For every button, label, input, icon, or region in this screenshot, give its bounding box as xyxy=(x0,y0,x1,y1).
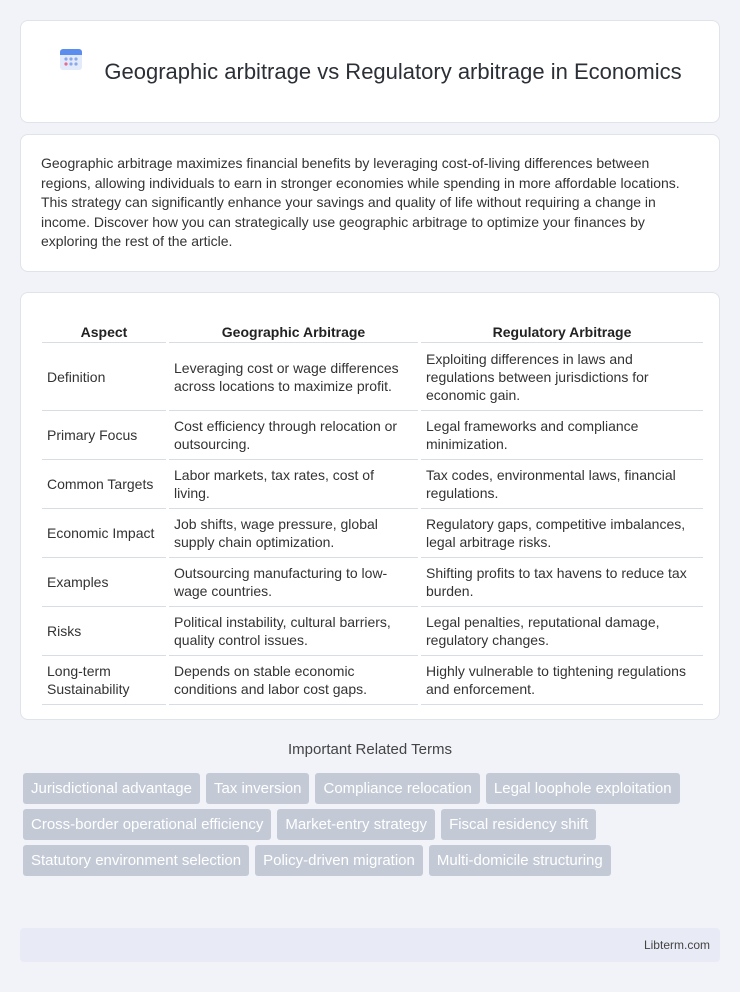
footer xyxy=(20,928,720,962)
tag-compliance-relocation[interactable]: Compliance relocation xyxy=(315,773,479,804)
comparison-table-card xyxy=(20,292,720,720)
tag-statutory-environment-selection[interactable]: Statutory environment selection xyxy=(23,845,249,876)
table-row xyxy=(42,343,703,411)
cell-geographic: Leveraging cost or wage differences across locations to maximize profit. xyxy=(169,343,418,411)
cell-regulatory: Tax codes, environmental laws, financial regulations. xyxy=(421,460,703,509)
cell-regulatory: Legal frameworks and compliance minimization. xyxy=(421,411,703,460)
tag-market-entry-strategy[interactable]: Market-entry strategy xyxy=(277,809,435,840)
tag-policy-driven-migration[interactable]: Policy-driven migration xyxy=(255,845,423,876)
footer-site-link[interactable]: Libterm.com xyxy=(643,938,710,952)
page-title: Geographic arbitrage vs Regulatory arbitrage in Economics xyxy=(104,59,682,84)
tag-tax-inversion[interactable]: Tax inversion xyxy=(206,773,310,804)
cell-aspect: Definition xyxy=(42,343,166,411)
table-row xyxy=(42,656,703,705)
table-row xyxy=(42,509,703,558)
cell-aspect: Primary Focus xyxy=(42,411,166,460)
tag-cross-border-operational-efficiency[interactable]: Cross-border operational efficiency xyxy=(23,809,271,840)
cell-geographic: Job shifts, wage pressure, global supply chain optimization. xyxy=(169,509,418,558)
cell-regulatory: Shifting profits to tax havens to reduce tax burden. xyxy=(421,558,703,607)
cell-regulatory: Regulatory gaps, competitive imbalances, legal arbitrage risks. xyxy=(421,509,703,558)
table-row xyxy=(42,558,703,607)
title-wrap xyxy=(21,21,719,122)
tag-jurisdictional-advantage[interactable]: Jurisdictional advantage xyxy=(23,773,200,804)
table-row xyxy=(42,411,703,460)
calendar-grid-icon xyxy=(58,46,84,72)
header-geographic-arbitrage: Geographic Arbitrage xyxy=(169,313,418,343)
cell-geographic: Cost efficiency through relocation or outsourcing. xyxy=(169,411,418,460)
cell-aspect: Common Targets xyxy=(42,460,166,509)
cell-geographic: Political instability, cultural barriers, quality control issues. xyxy=(169,607,418,656)
table-row xyxy=(42,460,703,509)
intro-card xyxy=(20,134,720,272)
tag-multi-domicile-structuring[interactable]: Multi-domicile structuring xyxy=(429,845,611,876)
cell-geographic: Depends on stable economic conditions and labor cost gaps. xyxy=(169,656,418,705)
cell-aspect: Risks xyxy=(42,607,166,656)
table-header-row xyxy=(42,313,703,343)
title-card xyxy=(20,20,720,123)
cell-aspect: Economic Impact xyxy=(42,509,166,558)
cell-aspect: Examples xyxy=(42,558,166,607)
cell-regulatory: Exploiting differences in laws and regulations between jurisdictions for economic gain. xyxy=(421,343,703,411)
related-terms-heading: Important Related Terms xyxy=(288,741,452,758)
related-terms-tags xyxy=(23,773,703,876)
tag-legal-loophole-exploitation[interactable]: Legal loophole exploitation xyxy=(486,773,680,804)
intro-paragraph: Geographic arbitrage maximizes financial benefits by leveraging cost-of-living differences between regions, allowing individuals to earn in stronger economies while spending in more affordable locations. This strategy can significantly enhance your savings and quality of life without requiring a change in income. Discover how you can strategically use geographic arbitrage to optimize your finances by exploring the rest of the article. xyxy=(41,155,680,250)
tag-fiscal-residency-shift[interactable]: Fiscal residency shift xyxy=(441,809,596,840)
cell-geographic: Outsourcing manufacturing to low-wage countries. xyxy=(169,558,418,607)
header-regulatory-arbitrage: Regulatory Arbitrage xyxy=(421,313,703,343)
cell-geographic: Labor markets, tax rates, cost of living. xyxy=(169,460,418,509)
table-row xyxy=(42,607,703,656)
cell-aspect: Long-term Sustainability xyxy=(42,656,166,705)
cell-regulatory: Legal penalties, reputational damage, regulatory changes. xyxy=(421,607,703,656)
cell-regulatory: Highly vulnerable to tightening regulations and enforcement. xyxy=(421,656,703,705)
header-aspect: Aspect xyxy=(42,313,166,343)
comparison-table xyxy=(39,313,706,705)
